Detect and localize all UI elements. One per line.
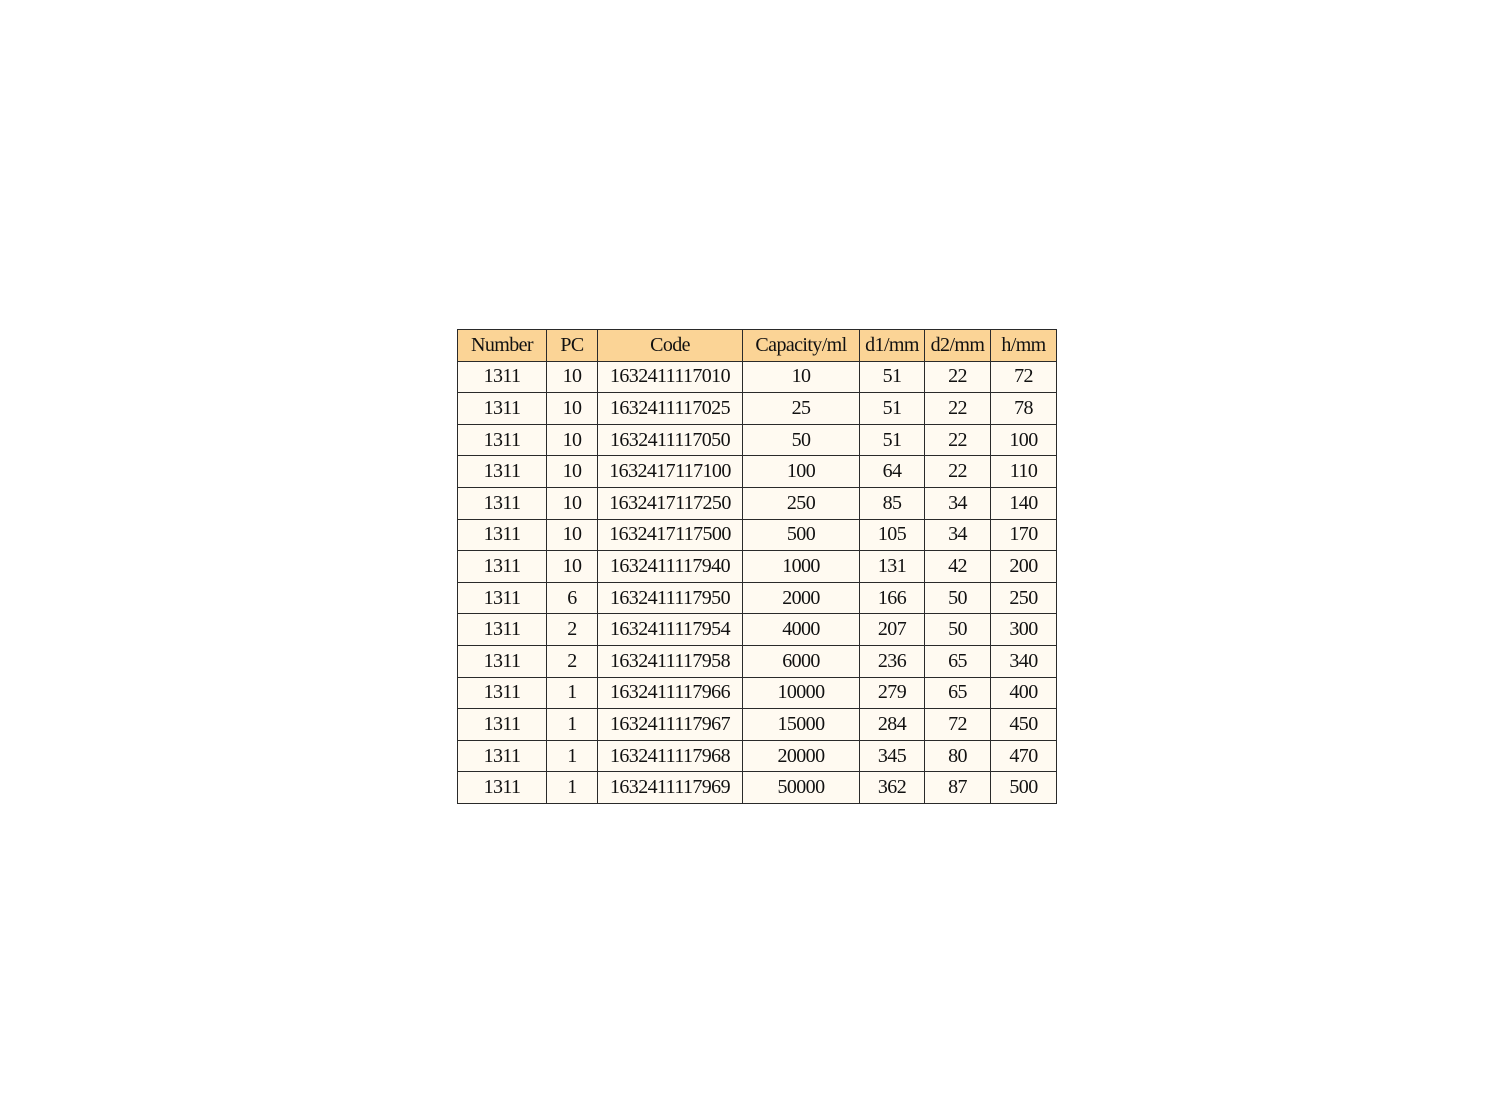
cell-h: 72 — [991, 361, 1057, 393]
cell-capacity: 15000 — [743, 709, 860, 741]
cell-d2: 22 — [925, 361, 991, 393]
cell-d1: 236 — [860, 645, 925, 677]
cell-number: 1311 — [458, 645, 547, 677]
cell-capacity: 1000 — [743, 551, 860, 583]
cell-h: 300 — [991, 614, 1057, 646]
cell-h: 250 — [991, 582, 1057, 614]
cell-d2: 87 — [925, 772, 991, 804]
cell-code: 1632411117025 — [598, 393, 743, 425]
cell-pc: 1 — [547, 740, 598, 772]
cell-code: 1632411117954 — [598, 614, 743, 646]
cell-pc: 10 — [547, 551, 598, 583]
cell-number: 1311 — [458, 456, 547, 488]
cell-pc: 1 — [547, 677, 598, 709]
cell-h: 470 — [991, 740, 1057, 772]
cell-d2: 50 — [925, 614, 991, 646]
cell-number: 1311 — [458, 709, 547, 741]
table-row — [458, 487, 1057, 519]
cell-code: 1632417117500 — [598, 519, 743, 551]
cell-number: 1311 — [458, 393, 547, 425]
cell-pc: 1 — [547, 709, 598, 741]
cell-number: 1311 — [458, 551, 547, 583]
cell-d1: 279 — [860, 677, 925, 709]
cell-code: 1632411117958 — [598, 645, 743, 677]
cell-d1: 345 — [860, 740, 925, 772]
cell-code: 1632411117940 — [598, 551, 743, 583]
cell-number: 1311 — [458, 487, 547, 519]
cell-h: 110 — [991, 456, 1057, 488]
cell-pc: 1 — [547, 772, 598, 804]
header-code: Code — [598, 330, 743, 362]
cell-h: 78 — [991, 393, 1057, 425]
cell-pc: 2 — [547, 645, 598, 677]
cell-d1: 51 — [860, 424, 925, 456]
table-row — [458, 709, 1057, 741]
table-row — [458, 614, 1057, 646]
table-row — [458, 456, 1057, 488]
cell-d2: 34 — [925, 487, 991, 519]
cell-number: 1311 — [458, 772, 547, 804]
cell-d2: 22 — [925, 424, 991, 456]
cell-d2: 34 — [925, 519, 991, 551]
cell-d2: 72 — [925, 709, 991, 741]
header-number: Number — [458, 330, 547, 362]
cell-d1: 105 — [860, 519, 925, 551]
cell-d2: 50 — [925, 582, 991, 614]
cell-code: 1632411117966 — [598, 677, 743, 709]
cell-capacity: 250 — [743, 487, 860, 519]
cell-capacity: 50 — [743, 424, 860, 456]
cell-number: 1311 — [458, 677, 547, 709]
cell-h: 170 — [991, 519, 1057, 551]
cell-code: 1632411117969 — [598, 772, 743, 804]
cell-code: 1632411117050 — [598, 424, 743, 456]
cell-d2: 65 — [925, 677, 991, 709]
cell-number: 1311 — [458, 582, 547, 614]
cell-capacity: 50000 — [743, 772, 860, 804]
cell-d2: 22 — [925, 456, 991, 488]
specification-table — [457, 329, 1057, 804]
table-row — [458, 740, 1057, 772]
header-h: h/mm — [991, 330, 1057, 362]
cell-code: 1632411117950 — [598, 582, 743, 614]
cell-d1: 207 — [860, 614, 925, 646]
cell-code: 1632411117967 — [598, 709, 743, 741]
cell-capacity: 100 — [743, 456, 860, 488]
cell-h: 200 — [991, 551, 1057, 583]
header-capacity: Capacity/ml — [743, 330, 860, 362]
cell-number: 1311 — [458, 424, 547, 456]
cell-capacity: 6000 — [743, 645, 860, 677]
header-d1: d1/mm — [860, 330, 925, 362]
cell-h: 500 — [991, 772, 1057, 804]
cell-pc: 10 — [547, 487, 598, 519]
cell-h: 340 — [991, 645, 1057, 677]
cell-d2: 80 — [925, 740, 991, 772]
cell-pc: 10 — [547, 456, 598, 488]
cell-pc: 10 — [547, 424, 598, 456]
cell-d1: 284 — [860, 709, 925, 741]
cell-pc: 10 — [547, 361, 598, 393]
cell-pc: 6 — [547, 582, 598, 614]
table-row — [458, 582, 1057, 614]
cell-d2: 22 — [925, 393, 991, 425]
cell-d1: 85 — [860, 487, 925, 519]
cell-code: 1632411117010 — [598, 361, 743, 393]
cell-capacity: 10 — [743, 361, 860, 393]
cell-capacity: 500 — [743, 519, 860, 551]
table-row — [458, 645, 1057, 677]
cell-h: 400 — [991, 677, 1057, 709]
cell-d1: 51 — [860, 393, 925, 425]
cell-capacity: 4000 — [743, 614, 860, 646]
table-row — [458, 677, 1057, 709]
cell-pc: 10 — [547, 393, 598, 425]
cell-d1: 64 — [860, 456, 925, 488]
cell-number: 1311 — [458, 361, 547, 393]
header-pc: PC — [547, 330, 598, 362]
cell-d1: 131 — [860, 551, 925, 583]
table-row — [458, 393, 1057, 425]
cell-code: 1632417117250 — [598, 487, 743, 519]
cell-number: 1311 — [458, 519, 547, 551]
cell-number: 1311 — [458, 740, 547, 772]
table-row — [458, 551, 1057, 583]
cell-d1: 51 — [860, 361, 925, 393]
cell-h: 140 — [991, 487, 1057, 519]
cell-h: 100 — [991, 424, 1057, 456]
table-header-row — [458, 330, 1057, 362]
cell-capacity: 2000 — [743, 582, 860, 614]
cell-d1: 166 — [860, 582, 925, 614]
table-row — [458, 519, 1057, 551]
cell-d2: 65 — [925, 645, 991, 677]
header-d2: d2/mm — [925, 330, 991, 362]
cell-number: 1311 — [458, 614, 547, 646]
cell-pc: 10 — [547, 519, 598, 551]
cell-capacity: 25 — [743, 393, 860, 425]
cell-code: 1632411117968 — [598, 740, 743, 772]
cell-h: 450 — [991, 709, 1057, 741]
table-row — [458, 424, 1057, 456]
cell-pc: 2 — [547, 614, 598, 646]
cell-code: 1632417117100 — [598, 456, 743, 488]
table-body — [458, 361, 1057, 803]
cell-d1: 362 — [860, 772, 925, 804]
table-row — [458, 772, 1057, 804]
cell-capacity: 10000 — [743, 677, 860, 709]
table-row — [458, 361, 1057, 393]
cell-d2: 42 — [925, 551, 991, 583]
cell-capacity: 20000 — [743, 740, 860, 772]
